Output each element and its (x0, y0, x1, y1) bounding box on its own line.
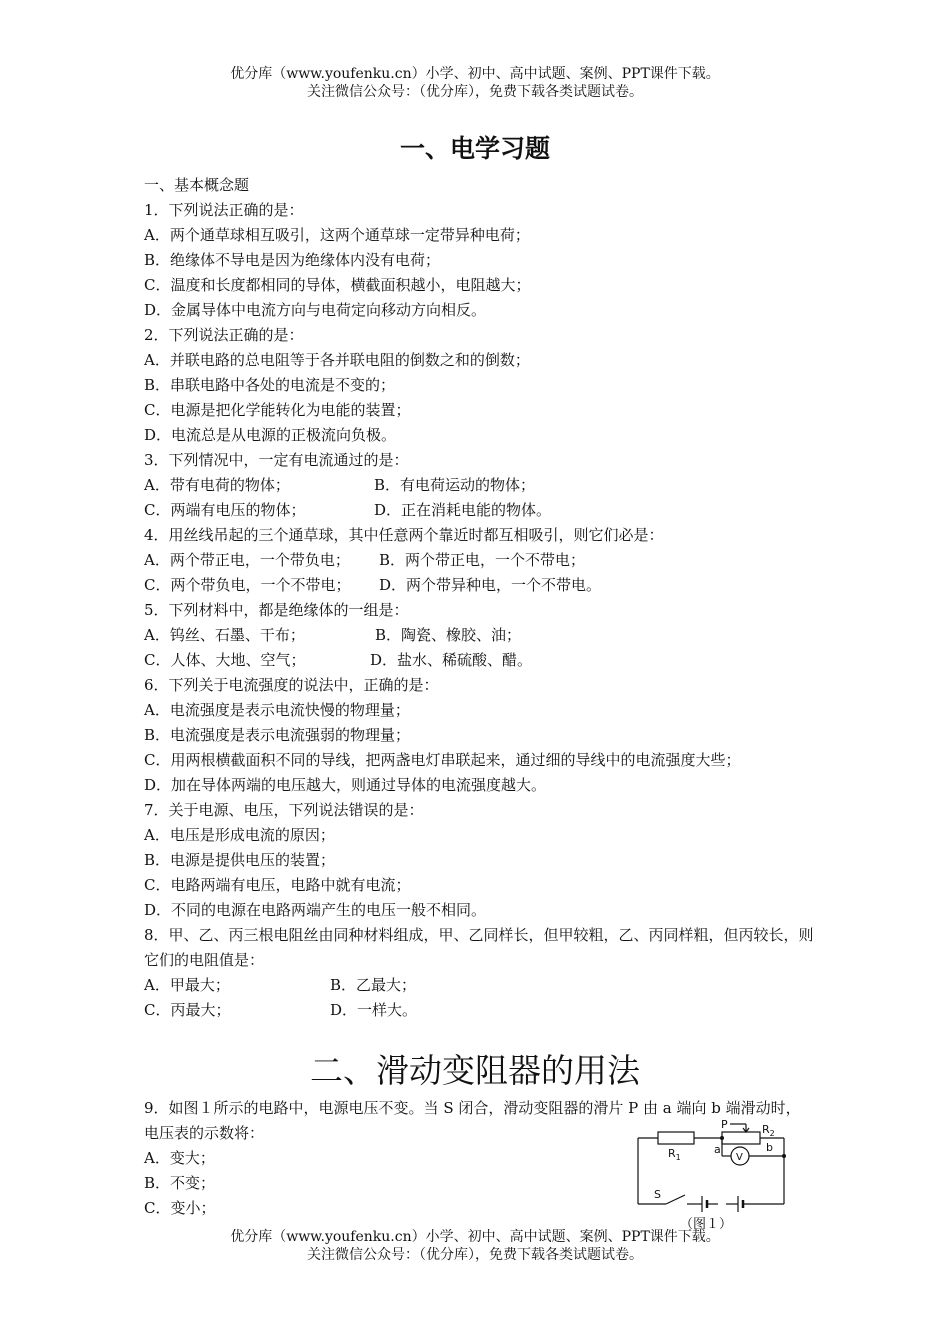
q8-options-row1 (144, 973, 814, 998)
q3-options-row1 (144, 473, 814, 498)
q8-option-b: B．乙最大； (330, 976, 417, 994)
q6-stem: 6．下列关于电流强度的说法中，正确的是： (144, 676, 439, 694)
label-s: S (654, 1188, 661, 1201)
q1-option-b: B．绝缘体不导电是因为绝缘体内没有电荷； (144, 251, 441, 269)
label-r1: $R_1$ (668, 1147, 681, 1162)
resistor-r1 (658, 1132, 694, 1144)
q7-option-c: C．电路两端有电压，电路中就有电流； (144, 876, 411, 894)
q5-option-b: B．陶瓷、橡胶、油； (375, 626, 522, 644)
q9-option-c: C．变小； (144, 1199, 216, 1217)
q6-option-a: A．电流强度是表示电流快慢的物理量； (144, 701, 410, 719)
q7-option-a: A．电压是形成电流的原因； (144, 826, 335, 844)
label-b: b (766, 1141, 773, 1154)
page-header-line2: 关注微信公众号：（优分库），免费下载各类试题试卷。 (307, 84, 643, 100)
q8-stem: 8．甲、乙、丙三根电阻丝由同种材料组成，甲、乙同样长，但甲较粗，乙、丙同样粗，但丙较长，则它们的电阻值是： (144, 926, 814, 969)
q5-option-a: A．钨丝、石墨、干布； (144, 626, 305, 644)
q5-option-c: C．人体、大地、空气； (144, 651, 306, 669)
q7-stem: 7．关于电源、电压，下列说法错误的是： (144, 801, 424, 819)
section1-title: 一、电学习题 (399, 134, 550, 163)
q2-option-a: A．并联电路的总电阻等于各并联电阻的倒数之和的倒数； (144, 351, 530, 369)
q8-option-a: A．甲最大； (144, 976, 230, 994)
label-r2: $R_2$ (762, 1123, 775, 1138)
q4-stem: 4．用丝线吊起的三个通草球，其中任意两个靠近时都互相吸引，则它们必是： (144, 526, 664, 544)
q4-option-b: B．两个带正电，一个不带电； (379, 551, 586, 569)
page-header-line1: 优分库（www.youfenku.cn）小学、初中、高中试题、案例、PPT课件下载。 (230, 66, 720, 82)
q4-options-row1 (144, 548, 814, 573)
q8-option-c: C．丙最大； (144, 1001, 231, 1019)
q3-option-b: B．有电荷运动的物体； (374, 476, 536, 494)
q7-option-d: D．不同的电源在电路两端产生的电压一般不相同。 (144, 901, 487, 919)
q2-stem: 2．下列说法正确的是： (144, 326, 304, 344)
junction-right (782, 1154, 786, 1158)
q7-option-b: B．电源是提供电压的装置； (144, 851, 336, 869)
page-footer-line2: 关注微信公众号：（优分库），免费下载各类试题试卷。 (307, 1247, 643, 1263)
q3-stem: 3．下列情况中，一定有电流通过的是： (144, 451, 409, 469)
q9-stem: 9．如图１所示的电路中，电源电压不变。当 S 闭合，滑动变阻器的滑片 P 由 a 端向 b 端滑动时，电压表的示数将： (144, 1099, 801, 1142)
q4-option-d: D．两个带异种电，一个不带电。 (379, 576, 602, 594)
q6-option-b: B．电流强度是表示电流强弱的物理量； (144, 726, 411, 744)
section1-subtitle: 一、基本概念题 (144, 176, 250, 194)
q8-options-row2 (144, 998, 814, 1023)
q2-option-d: D．电流总是从电源的正极流向负极。 (144, 426, 397, 444)
q1-stem: 1．下列说法正确的是： (144, 201, 304, 219)
figure-caption: （图１） (680, 1217, 733, 1232)
switch-s (666, 1195, 685, 1204)
q8-option-d: D．一样大。 (330, 1001, 418, 1019)
page-footer-line1: 优分库（www.youfenku.cn）小学、初中、高中试题、案例、PPT课件下载。 (230, 1229, 720, 1245)
q3-option-c: C．两端有电压的物体； (144, 501, 306, 519)
q6-option-c: C．用两根横截面积不同的导线，把两盏电灯串联起来，通过细的导线中的电流强度大些； (144, 751, 741, 769)
q1-option-a: A．两个通草球相互吸引，这两个通草球一定带异种电荷； (144, 226, 530, 244)
q1-option-c: C．温度和长度都相同的导体，横截面积越小，电阻越大； (144, 276, 531, 294)
q9-option-b: B．不变； (144, 1174, 216, 1192)
q3-option-a: A．带有电荷的物体； (144, 476, 290, 494)
junction-left (720, 1136, 724, 1140)
section2-title: 二、滑动变阻器的用法 (310, 1051, 640, 1090)
q3-options-row2 (144, 498, 814, 523)
q6-option-d: D．加在导体两端的电压越大，则通过导体的电流强度越大。 (144, 776, 547, 794)
label-v: V (736, 1152, 743, 1163)
q3-option-d: D．正在消耗电能的物体。 (374, 501, 552, 519)
label-a: a (714, 1143, 721, 1156)
resistor-r2 (722, 1132, 760, 1144)
q2-option-c: C．电源是把化学能转化为电能的装置； (144, 401, 411, 419)
q9-option-a: A．变大； (144, 1149, 215, 1167)
q5-options-row1 (144, 623, 814, 648)
q4-option-a: A．两个带正电，一个带负电； (144, 551, 350, 569)
q5-stem: 5．下列材料中，都是绝缘体的一组是： (144, 601, 409, 619)
q1-option-d: D．金属导体中电流方向与电荷定向移动方向相反。 (144, 301, 487, 319)
q4-options-row2 (144, 573, 814, 598)
q2-option-b: B．串联电路中各处的电流是不变的； (144, 376, 396, 394)
section1-body (144, 173, 814, 1023)
label-p: P (721, 1118, 728, 1131)
q5-option-d: D．盐水、稀硫酸、醋。 (370, 651, 533, 669)
q4-option-c: C．两个带负电，一个不带电； (144, 576, 351, 594)
q5-options-row2 (144, 648, 814, 673)
